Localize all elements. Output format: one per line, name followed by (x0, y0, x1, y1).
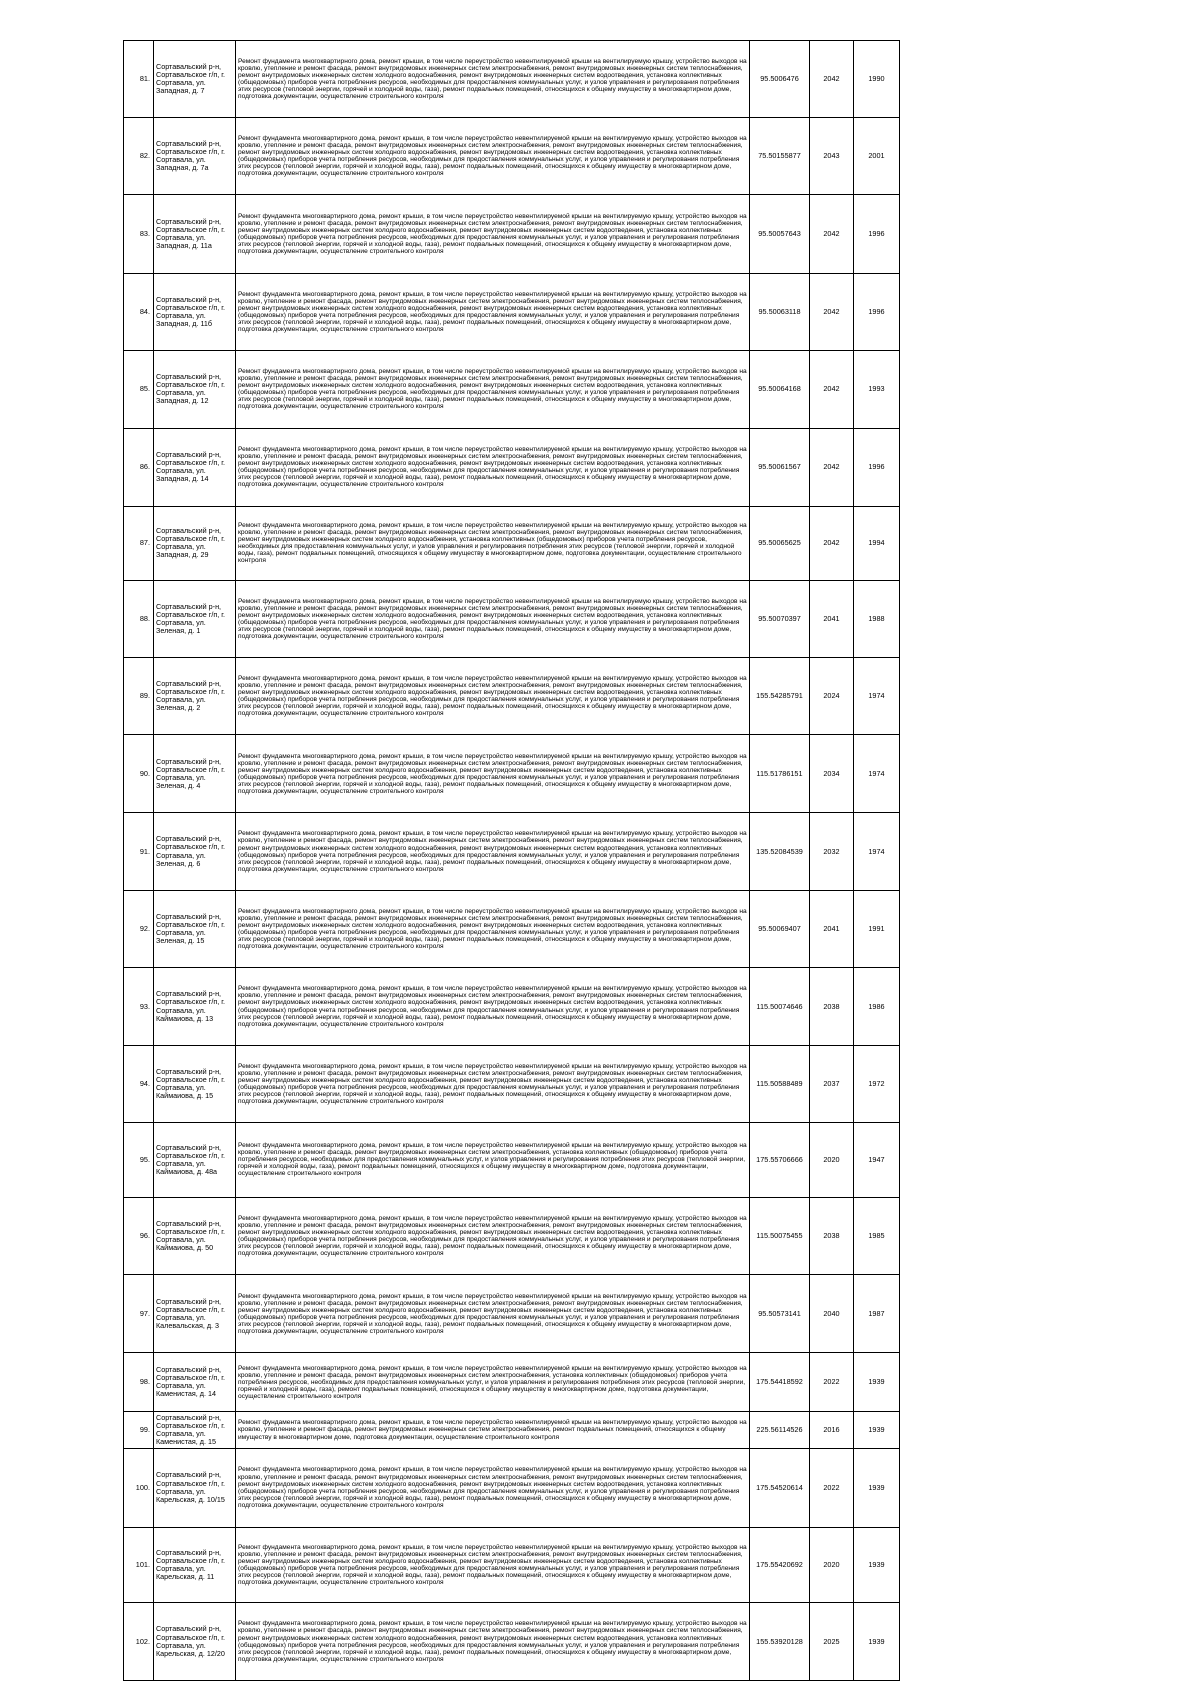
works-description: Ремонт фундамента многоквартирного дома, ремонт крыши, в том числе переустройство невентилируемой крыши на вентилируемую крышу, устройство выходов на кровлю, утепление и ремонт фасада, ремонт внутридомовых инженерных систем электроснабжения, ремонт внутридомовых инженерных систем теплоснабжения, ремонт внутридомовых инженерных систем холодного водоснабжения, ремонт внутридомовых инженерных систем водоотведения, установка коллективных (общедомовых) приборов учета потребления ресурсов, необходимых для предоставления коммунальных услуг, и узлов управления и регулирования потребления этих ресурсов (тепловой энергии, горячей и холодной воды, газа), ремонт подвальных помещений, относящихся к общему имуществу в многоквартирном доме, подготовка документации, осуществление строительного контроля (236, 195, 750, 274)
planned-year: 2020 (810, 1123, 854, 1197)
planned-year: 2022 (810, 1353, 854, 1412)
house-address: Сортавальский р-н, Сортавальское г/п, г. Сортавала, ул. Каймаиова, д. 15 (154, 1046, 236, 1123)
build-year: 1939 (854, 1412, 900, 1448)
house-address: Сортавальский р-н, Сортавальское г/п, г. Сортавала, ул. Каменистая, д. 14 (154, 1353, 236, 1412)
row-number: 95. (124, 1123, 154, 1197)
cost-value: 75.50155877 (750, 117, 810, 195)
row-number: 96. (124, 1197, 154, 1275)
table-row (124, 195, 900, 274)
house-address: Сортавальский р-н, Сортавальское г/п, г. Сортавала, ул. Западная, д. 29 (154, 506, 236, 580)
works-description: Ремонт фундамента многоквартирного дома, ремонт крыши, в том числе переустройство невентилируемой крыши на вентилируемую крышу, устройство выходов на кровлю, утепление и ремонт фасада, ремонт внутридомовых инженерных систем электроснабжения, ремонт подвальных помещений, относящихся к общему имуществу в многоквартирном доме, подготовка документации, осуществление строительного контроля (236, 1412, 750, 1448)
house-address: Сортавальский р-н, Сортавальское г/п, г. Сортавала, ул. Западная, д. 12 (154, 350, 236, 428)
table-row (124, 1123, 900, 1197)
row-number: 84. (124, 274, 154, 351)
build-year: 1991 (854, 890, 900, 967)
house-address: Сортавальский р-н, Сортавальское г/п, г. Сортавала, ул. Зеленая, д. 15 (154, 890, 236, 967)
build-year: 1996 (854, 195, 900, 274)
row-number: 83. (124, 195, 154, 274)
works-description: Ремонт фундамента многоквартирного дома, ремонт крыши, в том числе переустройство невентилируемой крыши на вентилируемую крышу, устройство выходов на кровлю, утепление и ремонт фасада, ремонт внутридомовых инженерных систем электроснабжения, ремонт внутридомовых инженерных систем теплоснабжения, ремонт внутридомовых инженерных систем холодного водоснабжения, ремонт внутридомовых инженерных систем водоотведения, установка коллективных (общедомовых) приборов учета потребления ресурсов, необходимых для предоставления коммунальных услуг, и узлов управления и регулирования потребления этих ресурсов (тепловой энергии, горячей и холодной воды, газа), ремонт подвальных помещений, относящихся к общему имуществу в многоквартирном доме, подготовка документации, осуществление строительного контроля (236, 1046, 750, 1123)
table-row (124, 506, 900, 580)
house-address: Сортавальский р-н, Сортавальское г/п, г. Сортавала, ул. Каменистая, д. 15 (154, 1412, 236, 1448)
table-row (124, 1448, 900, 1527)
cost-value: 95.50061567 (750, 428, 810, 506)
works-description: Ремонт фундамента многоквартирного дома, ремонт крыши, в том числе переустройство невентилируемой крыши на вентилируемую крышу, устройство выходов на кровлю, утепление и ремонт фасада, ремонт внутридомовых инженерных систем электроснабжения, ремонт внутридомовых инженерных систем теплоснабжения, ремонт внутридомовых инженерных систем холодного водоснабжения, ремонт внутридомовых инженерных систем водоотведения, установка коллективных (общедомовых) приборов учета потребления ресурсов, необходимых для предоставления коммунальных услуг, и узлов управления и регулирования потребления этих ресурсов (тепловой энергии, горячей и холодной воды, газа), ремонт подвальных помещений, относящихся к общему имуществу в многоквартирном доме, подготовка документации, осуществление строительного контроля (236, 580, 750, 657)
house-address: Сортавальский р-н, Сортавальское г/п, г. Сортавала, ул. Зеленая, д. 6 (154, 813, 236, 891)
table-row (124, 657, 900, 735)
house-address: Сортавальский р-н, Сортавальское г/п, г. Сортавала, ул. Калевальская, д. 3 (154, 1275, 236, 1353)
table-row (124, 1412, 900, 1448)
works-description: Ремонт фундамента многоквартирного дома, ремонт крыши, в том числе переустройство невентилируемой крыши на вентилируемую крышу, устройство выходов на кровлю, утепление и ремонт фасада, ремонт внутридомовых инженерных систем электроснабжения, ремонт внутридомовых инженерных систем теплоснабжения, ремонт внутридомовых инженерных систем холодного водоснабжения, установка коллективных (общедомовых) приборов учета потребления ресурсов, необходимых для предоставления коммунальных услуг, и узлов управления и регулирования потребления этих ресурсов (тепловой энергии, горячей и холодной воды, газа), ремонт подвальных помещений, относящихся к общему имуществу в многоквартирном доме, подготовка документации, осуществление строительного контроля (236, 506, 750, 580)
works-description: Ремонт фундамента многоквартирного дома, ремонт крыши, в том числе переустройство невентилируемой крыши на вентилируемую крышу, устройство выходов на кровлю, утепление и ремонт фасада, ремонт внутридомовых инженерных систем электроснабжения, ремонт внутридомовых инженерных систем теплоснабжения, ремонт внутридомовых инженерных систем холодного водоснабжения, ремонт внутридомовых инженерных систем водоотведения, установка коллективных (общедомовых) приборов учета потребления ресурсов, необходимых для предоставления коммунальных услуг, и узлов управления и регулирования потребления этих ресурсов (тепловой энергии, горячей и холодной воды, газа), ремонт подвальных помещений, относящихся к общему имуществу в многоквартирном доме, подготовка документации, осуществление строительного контроля (236, 117, 750, 195)
cost-value: 175.54520614 (750, 1448, 810, 1527)
cost-value: 95.50063118 (750, 274, 810, 351)
works-description: Ремонт фундамента многоквартирного дома, ремонт крыши, в том числе переустройство невентилируемой крыши на вентилируемую крышу, устройство выходов на кровлю, утепление и ремонт фасада, ремонт внутридомовых инженерных систем электроснабжения, ремонт внутридомовых инженерных систем теплоснабжения, ремонт внутридомовых инженерных систем холодного водоснабжения, ремонт внутридомовых инженерных систем водоотведения, установка коллективных (общедомовых) приборов учета потребления ресурсов, необходимых для предоставления коммунальных услуг, и узлов управления и регулирования потребления этих ресурсов (тепловой энергии, горячей и холодной воды, газа), ремонт подвальных помещений, относящихся к общему имуществу в многоквартирном доме, подготовка документации, осуществление строительного контроля (236, 657, 750, 735)
build-year: 1974 (854, 735, 900, 813)
build-year: 1994 (854, 506, 900, 580)
repair-program-table (123, 40, 900, 1681)
row-number: 97. (124, 1275, 154, 1353)
planned-year: 2038 (810, 1197, 854, 1275)
cost-value: 95.50065625 (750, 506, 810, 580)
build-year: 1974 (854, 813, 900, 891)
house-address: Сортавальский р-н, Сортавальское г/п, г. Сортавала, ул. Западная, д. 11а (154, 195, 236, 274)
cost-value: 95.50069407 (750, 890, 810, 967)
cost-value: 175.54418592 (750, 1353, 810, 1412)
works-description: Ремонт фундамента многоквартирного дома, ремонт крыши, в том числе переустройство невентилируемой крыши на вентилируемую крышу, устройство выходов на кровлю, утепление и ремонт фасада, ремонт внутридомовых инженерных систем электроснабжения, ремонт внутридомовых инженерных систем теплоснабжения, ремонт внутридомовых инженерных систем холодного водоснабжения, ремонт внутридомовых инженерных систем водоотведения, установка коллективных (общедомовых) приборов учета потребления ресурсов, необходимых для предоставления коммунальных услуг, и узлов управления и регулирования потребления этих ресурсов (тепловой энергии, горячей и холодной воды, газа), ремонт подвальных помещений, относящихся к общему имуществу в многоквартирном доме, подготовка документации, осуществление строительного контроля (236, 350, 750, 428)
build-year: 1987 (854, 1275, 900, 1353)
house-address: Сортавальский р-н, Сортавальское г/п, г. Сортавала, ул. Зеленая, д. 1 (154, 580, 236, 657)
table-row (124, 967, 900, 1046)
build-year: 1947 (854, 1123, 900, 1197)
row-number: 91. (124, 813, 154, 891)
planned-year: 2042 (810, 274, 854, 351)
build-year: 1993 (854, 350, 900, 428)
row-number: 102. (124, 1603, 154, 1681)
cost-value: 95.50070397 (750, 580, 810, 657)
house-address: Сортавальский р-н, Сортавальское г/п, г. Сортавала, ул. Зеленая, д. 2 (154, 657, 236, 735)
document-page (123, 40, 899, 1681)
table-row (124, 1527, 900, 1603)
works-description: Ремонт фундамента многоквартирного дома, ремонт крыши, в том числе переустройство невентилируемой крыши на вентилируемую крышу, устройство выходов на кровлю, утепление и ремонт фасада, ремонт внутридомовых инженерных систем электроснабжения, установка коллективных (общедомовых) приборов учета потребления ресурсов, необходимых для предоставления коммунальных услуг, и узлов управления и регулирования потребления этих ресурсов (тепловой энергии, горячей и холодной воды, газа), ремонт подвальных помещений, относящихся к общему имуществу в многоквартирном доме, подготовка документации, осуществление строительного контроля (236, 1353, 750, 1412)
row-number: 82. (124, 117, 154, 195)
table-row (124, 350, 900, 428)
table-row (124, 274, 900, 351)
planned-year: 2042 (810, 506, 854, 580)
house-address: Сортавальский р-н, Сортавальское г/п, г. Сортавала, ул. Карельская, д. 12/20 (154, 1603, 236, 1681)
house-address: Сортавальский р-н, Сортавальское г/п, г. Сортавала, ул. Западная, д. 14 (154, 428, 236, 506)
works-description: Ремонт фундамента многоквартирного дома, ремонт крыши, в том числе переустройство невентилируемой крыши на вентилируемую крышу, устройство выходов на кровлю, утепление и ремонт фасада, ремонт внутридомовых инженерных систем электроснабжения, ремонт внутридомовых инженерных систем теплоснабжения, ремонт внутридомовых инженерных систем холодного водоснабжения, ремонт внутридомовых инженерных систем водоотведения, установка коллективных (общедомовых) приборов учета потребления ресурсов, необходимых для предоставления коммунальных услуг, и узлов управления и регулирования потребления этих ресурсов (тепловой энергии, горячей и холодной воды, газа), ремонт подвальных помещений, относящихся к общему имуществу в многоквартирном доме, подготовка документации, осуществление строительного контроля (236, 967, 750, 1046)
house-address: Сортавальский р-н, Сортавальское г/п, г. Сортавала, ул. Каймаиова, д. 13 (154, 967, 236, 1046)
row-number: 101. (124, 1527, 154, 1603)
works-description: Ремонт фундамента многоквартирного дома, ремонт крыши, в том числе переустройство невентилируемой крыши на вентилируемую крышу, устройство выходов на кровлю, утепление и ремонт фасада, ремонт внутридомовых инженерных систем электроснабжения, ремонт внутридомовых инженерных систем теплоснабжения, ремонт внутридомовых инженерных систем холодного водоснабжения, ремонт внутридомовых инженерных систем водоотведения, установка коллективных (общедомовых) приборов учета потребления ресурсов, необходимых для предоставления коммунальных услуг, и узлов управления и регулирования потребления этих ресурсов (тепловой энергии, горячей и холодной воды, газа), ремонт подвальных помещений, относящихся к общему имуществу в многоквартирном доме, подготовка документации, осуществление строительного контроля (236, 428, 750, 506)
table-row (124, 41, 900, 118)
planned-year: 2025 (810, 1603, 854, 1681)
build-year: 1986 (854, 967, 900, 1046)
build-year: 1939 (854, 1353, 900, 1412)
table-row (124, 428, 900, 506)
table-row (124, 813, 900, 891)
build-year: 1939 (854, 1527, 900, 1603)
row-number: 88. (124, 580, 154, 657)
cost-value: 155.53920128 (750, 1603, 810, 1681)
house-address: Сортавальский р-н, Сортавальское г/п, г. Сортавала, ул. Западная, д. 7 (154, 41, 236, 118)
works-description: Ремонт фундамента многоквартирного дома, ремонт крыши, в том числе переустройство невентилируемой крыши на вентилируемую крышу, устройство выходов на кровлю, утепление и ремонт фасада, ремонт внутридомовых инженерных систем электроснабжения, ремонт внутридомовых инженерных систем теплоснабжения, ремонт внутридомовых инженерных систем холодного водоснабжения, ремонт внутридомовых инженерных систем водоотведения, установка коллективных (общедомовых) приборов учета потребления ресурсов, необходимых для предоставления коммунальных услуг, и узлов управления и регулирования потребления этих ресурсов (тепловой энергии, горячей и холодной воды, газа), ремонт подвальных помещений, относящихся к общему имуществу в многоквартирном доме, подготовка документации, осуществление строительного контроля (236, 41, 750, 118)
planned-year: 2037 (810, 1046, 854, 1123)
cost-value: 135.52084539 (750, 813, 810, 891)
row-number: 85. (124, 350, 154, 428)
planned-year: 2043 (810, 117, 854, 195)
table-row (124, 117, 900, 195)
planned-year: 2016 (810, 1412, 854, 1448)
row-number: 90. (124, 735, 154, 813)
table-body (124, 41, 900, 1681)
cost-value: 175.55706666 (750, 1123, 810, 1197)
cost-value: 115.51786151 (750, 735, 810, 813)
row-number: 87. (124, 506, 154, 580)
cost-value: 115.50074646 (750, 967, 810, 1046)
works-description: Ремонт фундамента многоквартирного дома, ремонт крыши, в том числе переустройство невентилируемой крыши на вентилируемую крышу, устройство выходов на кровлю, утепление и ремонт фасада, ремонт внутридомовых инженерных систем электроснабжения, ремонт внутридомовых инженерных систем теплоснабжения, ремонт внутридомовых инженерных систем холодного водоснабжения, ремонт внутридомовых инженерных систем водоотведения, установка коллективных (общедомовых) приборов учета потребления ресурсов, необходимых для предоставления коммунальных услуг, и узлов управления и регулирования потребления этих ресурсов (тепловой энергии, горячей и холодной воды, газа), ремонт подвальных помещений, относящихся к общему имуществу в многоквартирном доме, подготовка документации, осуществление строительного контроля (236, 890, 750, 967)
row-number: 94. (124, 1046, 154, 1123)
planned-year: 2040 (810, 1275, 854, 1353)
build-year: 1990 (854, 41, 900, 118)
house-address: Сортавальский р-н, Сортавальское г/п, г. Сортавала, ул. Карельская, д. 11 (154, 1527, 236, 1603)
row-number: 81. (124, 41, 154, 118)
planned-year: 2042 (810, 195, 854, 274)
house-address: Сортавальский р-н, Сортавальское г/п, г. Сортавала, ул. Каймаиова, д. 50 (154, 1197, 236, 1275)
works-description: Ремонт фундамента многоквартирного дома, ремонт крыши, в том числе переустройство невентилируемой крыши на вентилируемую крышу, устройство выходов на кровлю, утепление и ремонт фасада, ремонт внутридомовых инженерных систем электроснабжения, ремонт внутридомовых инженерных систем теплоснабжения, ремонт внутридомовых инженерных систем холодного водоснабжения, ремонт внутридомовых инженерных систем водоотведения, установка коллективных (общедомовых) приборов учета потребления ресурсов, необходимых для предоставления коммунальных услуг, и узлов управления и регулирования потребления этих ресурсов (тепловой энергии, горячей и холодной воды, газа), ремонт подвальных помещений, относящихся к общему имуществу в многоквартирном доме, подготовка документации, осуществление строительного контроля (236, 1197, 750, 1275)
build-year: 2001 (854, 117, 900, 195)
row-number: 86. (124, 428, 154, 506)
cost-value: 95.50057643 (750, 195, 810, 274)
works-description: Ремонт фундамента многоквартирного дома, ремонт крыши, в том числе переустройство невентилируемой крыши на вентилируемую крышу, устройство выходов на кровлю, утепление и ремонт фасада, ремонт внутридомовых инженерных систем электроснабжения, ремонт внутридомовых инженерных систем теплоснабжения, ремонт внутридомовых инженерных систем холодного водоснабжения, ремонт внутридомовых инженерных систем водоотведения, установка коллективных (общедомовых) приборов учета потребления ресурсов, необходимых для предоставления коммунальных услуг, и узлов управления и регулирования потребления этих ресурсов (тепловой энергии, горячей и холодной воды, газа), ремонт подвальных помещений, относящихся к общему имуществу в многоквартирном доме, подготовка документации, осуществление строительного контроля (236, 1275, 750, 1353)
table-row (124, 1603, 900, 1681)
works-description: Ремонт фундамента многоквартирного дома, ремонт крыши, в том числе переустройство невентилируемой крыши на вентилируемую крышу, устройство выходов на кровлю, утепление и ремонт фасада, ремонт внутридомовых инженерных систем электроснабжения, ремонт внутридомовых инженерных систем теплоснабжения, ремонт внутридомовых инженерных систем холодного водоснабжения, ремонт внутридомовых инженерных систем водоотведения, установка коллективных (общедомовых) приборов учета потребления ресурсов, необходимых для предоставления коммунальных услуг, и узлов управления и регулирования потребления этих ресурсов (тепловой энергии, горячей и холодной воды, газа), ремонт подвальных помещений, относящихся к общему имуществу в многоквартирном доме, подготовка документации, осуществление строительного контроля (236, 274, 750, 351)
build-year: 1974 (854, 657, 900, 735)
planned-year: 2041 (810, 890, 854, 967)
works-description: Ремонт фундамента многоквартирного дома, ремонт крыши, в том числе переустройство невентилируемой крыши на вентилируемую крышу, устройство выходов на кровлю, утепление и ремонт фасада, ремонт внутридомовых инженерных систем электроснабжения, ремонт внутридомовых инженерных систем теплоснабжения, ремонт внутридомовых инженерных систем холодного водоснабжения, ремонт внутридомовых инженерных систем водоотведения, установка коллективных (общедомовых) приборов учета потребления ресурсов, необходимых для предоставления коммунальных услуг, и узлов управления и регулирования потребления этих ресурсов (тепловой энергии, горячей и холодной воды, газа), ремонт подвальных помещений, относящихся к общему имуществу в многоквартирном доме, подготовка документации, осуществление строительного контроля (236, 1527, 750, 1603)
build-year: 1988 (854, 580, 900, 657)
planned-year: 2032 (810, 813, 854, 891)
table-row (124, 890, 900, 967)
row-number: 92. (124, 890, 154, 967)
row-number: 99. (124, 1412, 154, 1448)
works-description: Ремонт фундамента многоквартирного дома, ремонт крыши, в том числе переустройство невентилируемой крыши на вентилируемую крышу, устройство выходов на кровлю, утепление и ремонт фасада, ремонт внутридомовых инженерных систем электроснабжения, ремонт внутридомовых инженерных систем теплоснабжения, ремонт внутридомовых инженерных систем холодного водоснабжения, ремонт внутридомовых инженерных систем водоотведения, установка коллективных (общедомовых) приборов учета потребления ресурсов, необходимых для предоставления коммунальных услуг, и узлов управления и регулирования потребления этих ресурсов (тепловой энергии, горячей и холодной воды, газа), ремонт подвальных помещений, относящихся к общему имуществу в многоквартирном доме, подготовка документации, осуществление строительного контроля (236, 735, 750, 813)
table-row (124, 1353, 900, 1412)
build-year: 1939 (854, 1603, 900, 1681)
house-address: Сортавальский р-н, Сортавальское г/п, г. Сортавала, ул. Зеленая, д. 4 (154, 735, 236, 813)
planned-year: 2042 (810, 350, 854, 428)
build-year: 1939 (854, 1448, 900, 1527)
planned-year: 2038 (810, 967, 854, 1046)
planned-year: 2042 (810, 41, 854, 118)
row-number: 100. (124, 1448, 154, 1527)
house-address: Сортавальский р-н, Сортавальское г/п, г. Сортавала, ул. Каймаиова, д. 48а (154, 1123, 236, 1197)
works-description: Ремонт фундамента многоквартирного дома, ремонт крыши, в том числе переустройство невентилируемой крыши на вентилируемую крышу, устройство выходов на кровлю, утепление и ремонт фасада, ремонт внутридомовых инженерных систем электроснабжения, ремонт внутридомовых инженерных систем теплоснабжения, ремонт внутридомовых инженерных систем холодного водоснабжения, ремонт внутридомовых инженерных систем водоотведения, установка коллективных (общедомовых) приборов учета потребления ресурсов, необходимых для предоставления коммунальных услуг, и узлов управления и регулирования потребления этих ресурсов (тепловой энергии, горячей и холодной воды, газа), ремонт подвальных помещений, относящихся к общему имуществу в многоквартирном доме, подготовка документации, осуществление строительного контроля (236, 813, 750, 891)
build-year: 1996 (854, 428, 900, 506)
row-number: 89. (124, 657, 154, 735)
cost-value: 95.50573141 (750, 1275, 810, 1353)
build-year: 1996 (854, 274, 900, 351)
cost-value: 155.54285791 (750, 657, 810, 735)
planned-year: 2020 (810, 1527, 854, 1603)
build-year: 1985 (854, 1197, 900, 1275)
house-address: Сортавальский р-н, Сортавальское г/п, г. Сортавала, ул. Карельская, д. 10/15 (154, 1448, 236, 1527)
house-address: Сортавальский р-н, Сортавальское г/п, г. Сортавала, ул. Западная, д. 7а (154, 117, 236, 195)
cost-value: 175.55420692 (750, 1527, 810, 1603)
works-description: Ремонт фундамента многоквартирного дома, ремонт крыши, в том числе переустройство невентилируемой крыши на вентилируемую крышу, устройство выходов на кровлю, утепление и ремонт фасада, ремонт внутридомовых инженерных систем электроснабжения, ремонт внутридомовых инженерных систем теплоснабжения, ремонт внутридомовых инженерных систем холодного водоснабжения, ремонт внутридомовых инженерных систем водоотведения, установка коллективных (общедомовых) приборов учета потребления ресурсов, необходимых для предоставления коммунальных услуг, и узлов управления и регулирования потребления этих ресурсов (тепловой энергии, горячей и холодной воды, газа), ремонт подвальных помещений, относящихся к общему имуществу в многоквартирном доме, подготовка документации, осуществление строительного контроля (236, 1603, 750, 1681)
table-row (124, 1275, 900, 1353)
planned-year: 2024 (810, 657, 854, 735)
cost-value: 115.50588489 (750, 1046, 810, 1123)
house-address: Сортавальский р-н, Сортавальское г/п, г. Сортавала, ул. Западная, д. 11б (154, 274, 236, 351)
works-description: Ремонт фундамента многоквартирного дома, ремонт крыши, в том числе переустройство невентилируемой крыши на вентилируемую крышу, устройство выходов на кровлю, утепление и ремонт фасада, ремонт внутридомовых инженерных систем электроснабжения, установка коллективных (общедомовых) приборов учета потребления ресурсов, необходимых для предоставления коммунальных услуг, и узлов управления и регулирования потребления этих ресурсов (тепловой энергии, горячей и холодной воды, газа), ремонт подвальных помещений, относящихся к общему имуществу в многоквартирном доме, подготовка документации, осуществление строительного контроля (236, 1123, 750, 1197)
planned-year: 2034 (810, 735, 854, 813)
build-year: 1972 (854, 1046, 900, 1123)
row-number: 98. (124, 1353, 154, 1412)
cost-value: 95.5006476 (750, 41, 810, 118)
planned-year: 2042 (810, 428, 854, 506)
planned-year: 2041 (810, 580, 854, 657)
planned-year: 2022 (810, 1448, 854, 1527)
table-row (124, 735, 900, 813)
cost-value: 115.50075455 (750, 1197, 810, 1275)
table-row (124, 580, 900, 657)
cost-value: 225.56114526 (750, 1412, 810, 1448)
cost-value: 95.50064168 (750, 350, 810, 428)
table-row (124, 1197, 900, 1275)
row-number: 93. (124, 967, 154, 1046)
works-description: Ремонт фундамента многоквартирного дома, ремонт крыши, в том числе переустройство невентилируемой крыши на вентилируемую крышу, устройство выходов на кровлю, утепление и ремонт фасада, ремонт внутридомовых инженерных систем электроснабжения, ремонт внутридомовых инженерных систем теплоснабжения, ремонт внутридомовых инженерных систем холодного водоснабжения, ремонт внутридомовых инженерных систем водоотведения, установка коллективных (общедомовых) приборов учета потребления ресурсов, необходимых для предоставления коммунальных услуг, и узлов управления и регулирования потребления этих ресурсов (тепловой энергии, горячей и холодной воды, газа), ремонт подвальных помещений, относящихся к общему имуществу в многоквартирном доме, подготовка документации, осуществление строительного контроля (236, 1448, 750, 1527)
table-row (124, 1046, 900, 1123)
